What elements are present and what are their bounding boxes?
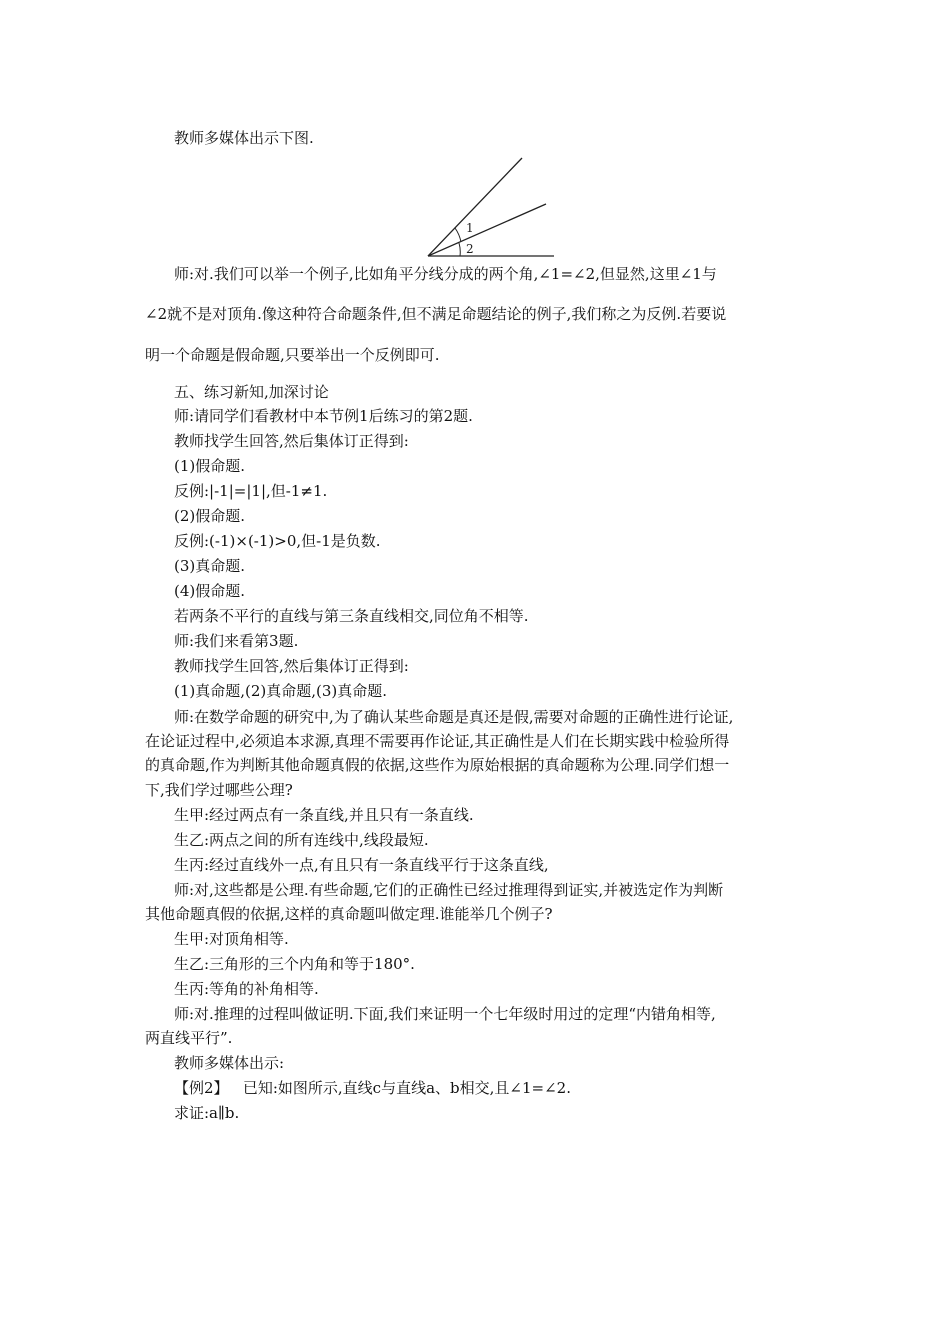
multimedia-show-line: 教师多媒体出示: xyxy=(174,1054,285,1072)
axiom-para-line-2: 在论证过程中,必须追本求源,真理不需要再作论证,其正确性是人们在长期实践中检验所得 xyxy=(145,732,730,750)
example-given-line xyxy=(174,1078,571,1098)
angle-figure-svg xyxy=(424,152,564,264)
section-title: 五、练习新知,加深讨论 xyxy=(174,383,329,401)
practice-line: 师:请同学们看教材中本节例1后练习的第2题. xyxy=(174,407,473,425)
theorem-answer: 生乙:三角形的三个内角和等于180°. xyxy=(174,955,415,973)
practice-line: (4)假命题. xyxy=(174,582,246,600)
axiom-para-line-3: 的真命题,作为判断其他命题真假的依据,这些作为原始根据的真命题称为公理.同学们想一 xyxy=(145,756,730,774)
practice-line: (1)假命题. xyxy=(174,457,246,475)
bisector-ray xyxy=(428,204,546,256)
example-tag: 【例2】 xyxy=(174,1079,229,1097)
axiom-answer: 生甲:经过两点有一条直线,并且只有一条直线. xyxy=(174,806,474,824)
practice-line: (1)真命题,(2)真命题,(3)真命题. xyxy=(174,682,388,700)
proof-para-line-2: 两直线平行”. xyxy=(145,1029,233,1047)
theorem-answer: 生甲:对顶角相等. xyxy=(174,930,289,948)
angle-arc-1 xyxy=(455,228,461,242)
practice-line: 反例:|-1|=|1|,但-1≠1. xyxy=(174,482,328,500)
example-given: 已知:如图所示,直线c与直线a、b相交,且∠1=∠2. xyxy=(242,1079,571,1097)
axiom-para-line-1: 师:在数学命题的研究中,为了确认某些命题是真还是假,需要对命题的正确性进行论证, xyxy=(174,708,734,726)
axiom-para-line-4: 下,我们学过哪些公理? xyxy=(145,781,293,799)
theorem-answer: 生丙:等角的补角相等. xyxy=(174,980,319,998)
counterexample-para-line-1: 师:对.我们可以举一个例子,比如角平分线分成的两个角,∠1=∠2,但显然,这里∠1与 xyxy=(174,265,717,283)
axiom-answer: 生丙:经过直线外一点,有且只有一条直线平行于这条直线, xyxy=(174,856,549,874)
theorem-para-line-1: 师:对,这些都是公理.有些命题,它们的正确性已经过推理得到证实,并被选定作为判断 xyxy=(174,881,724,899)
practice-line: 师:我们来看第3题. xyxy=(174,632,299,650)
axiom-answer: 生乙:两点之间的所有连线中,线段最短. xyxy=(174,831,429,849)
angle-bisector-figure xyxy=(424,152,564,264)
practice-line: (3)真命题. xyxy=(174,557,246,575)
proof-para-line-1: 师:对.推理的过程叫做证明.下面,我们来证明一个七年级时用过的定理“内错角相等, xyxy=(174,1005,716,1023)
practice-line: 反例:(-1)×(-1)>0,但-1是负数. xyxy=(174,532,381,550)
upper-ray xyxy=(428,158,522,256)
practice-line: 教师找学生回答,然后集体订正得到: xyxy=(174,432,409,450)
example-prove-line: 求证:a∥b. xyxy=(174,1104,240,1122)
practice-line: 教师找学生回答,然后集体订正得到: xyxy=(174,657,409,675)
practice-line: (2)假命题. xyxy=(174,507,246,525)
angle-arc-2 xyxy=(459,243,460,256)
practice-line: 若两条不平行的直线与第三条直线相交,同位角不相等. xyxy=(174,607,529,625)
counterexample-para-line-3: 明一个命题是假命题,只要举出一个反例即可. xyxy=(145,346,440,364)
theorem-para-line-2: 其他命题真假的依据,这样的真命题叫做定理.谁能举几个例子? xyxy=(145,905,553,923)
counterexample-para-line-2: ∠2就不是对顶角.像这种符合命题条件,但不满足命题结论的例子,我们称之为反例.若要说 xyxy=(145,305,727,323)
angle-label-2: 2 xyxy=(466,242,474,256)
intro-text: 教师多媒体出示下图. xyxy=(174,129,314,147)
angle-label-1: 1 xyxy=(466,221,474,235)
